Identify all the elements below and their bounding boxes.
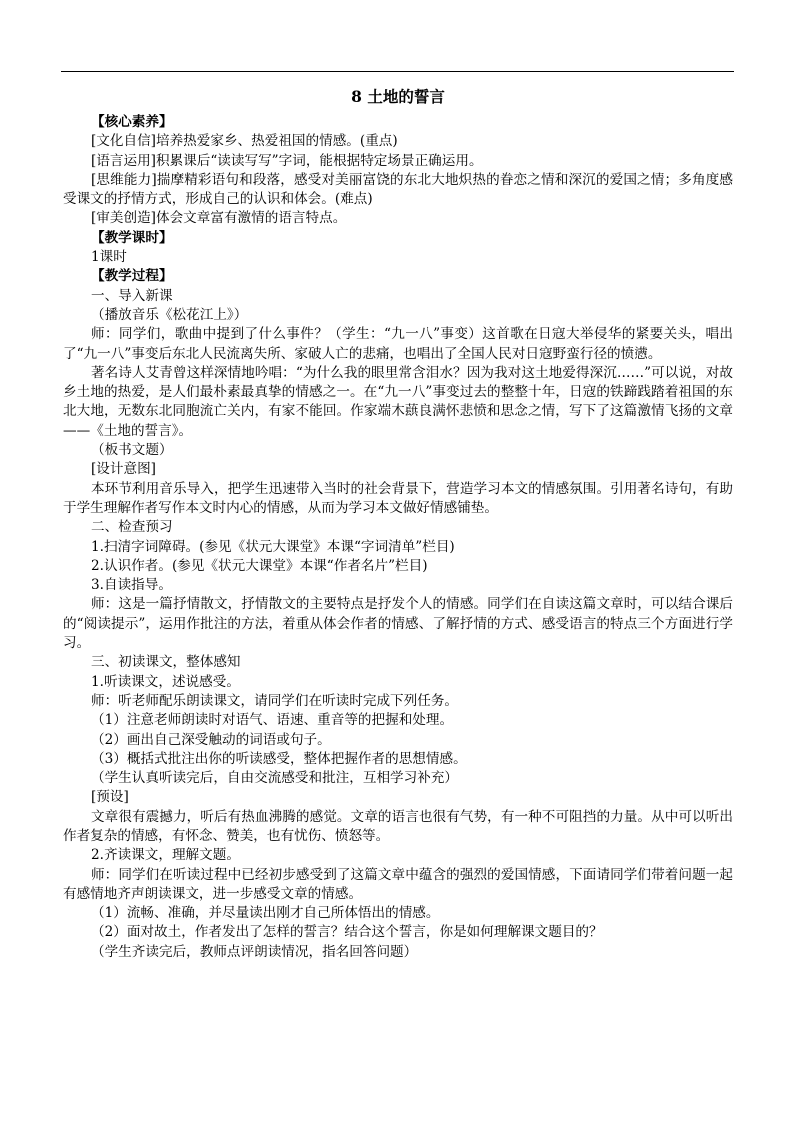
document-body bbox=[63, 113, 733, 962]
header-rule bbox=[61, 71, 734, 72]
paragraph: [设计意图] bbox=[91, 461, 156, 478]
section-heading: 【教学过程】 bbox=[91, 268, 173, 285]
paragraph: （2）画出自己深受触动的词语或句子。 bbox=[91, 731, 331, 748]
document-page bbox=[63, 86, 733, 962]
paragraph: 三、初读课文，整体感知 bbox=[91, 654, 241, 671]
paragraph: （学生认真听读完后，自由交流感受和批注，互相学习补充） bbox=[91, 770, 459, 787]
paragraph: （1）注意老师朗读时对语气、语速、重音等的把握和处理。 bbox=[91, 712, 454, 729]
paragraph: 2.齐读课文，理解文题。 bbox=[91, 847, 240, 864]
paragraph: [文化自信]培养热爱家乡、热爱祖国的情感。(重点) bbox=[91, 133, 398, 150]
paragraph: 1课时 bbox=[91, 249, 127, 266]
paragraph: 师：听老师配乐朗读课文，请同学们在听读时完成下列任务。 bbox=[91, 692, 459, 709]
paragraph: 1.听读课文，述说感受。 bbox=[91, 673, 240, 690]
paragraph: （播放音乐《松花江上》） bbox=[91, 306, 248, 323]
paragraph: 2.认识作者。(参见《状元大课堂》本课“作者名片”栏目) bbox=[91, 557, 428, 574]
paragraph: 3.自读指导。 bbox=[91, 577, 172, 594]
paragraph: 本环节利用音乐导入，把学生迅速带入当时的社会背景下，营造学习本文的情感氛围。引用著名诗句，有助于学生理解作者写作本文时内心的情感，从而为学习本文做好情感铺垫。 bbox=[63, 480, 733, 516]
paragraph: [预设] bbox=[91, 789, 129, 806]
paragraph: （1）流畅、准确，并尽量读出刚才自己所体悟出的情感。 bbox=[91, 905, 440, 922]
paragraph: 师：同学们，歌曲中提到了什么事件？（学生：“九一八”事变）这首歌在日寇大举侵华的紧要关头，唱出了“九一八”事变后东北人民流离失所、家破人亡的悲痛，也唱出了全国人民对日寇野蛮行径的愤懑。 bbox=[63, 326, 733, 362]
paragraph: （2）面对故土，作者发出了怎样的誓言？结合这个誓言，你是如何理解课文题目的？ bbox=[91, 924, 603, 941]
paragraph: （学生齐读完后，教师点评朗读情况，指名回答问题） bbox=[91, 943, 418, 960]
paragraph: （3）概括式批注出你的听读感受，整体把握作者的思想情感。 bbox=[91, 750, 467, 767]
paragraph: [语言运用]积累课后“读读写写”字词，能根据特定场景正确运用。 bbox=[91, 152, 483, 169]
section-heading: 【核心素养】 bbox=[91, 114, 173, 130]
paragraph: 一、导入新课 bbox=[91, 287, 173, 304]
paragraph: [思维能力]揣摩精彩语句和段落，感受对美丽富饶的东北大地炽热的眷恋之情和深沉的爱国之情；多角度感受课文的抒情方式，形成自己的认识和体会。(难点) bbox=[63, 171, 733, 208]
paragraph: （板书文题） bbox=[91, 442, 173, 459]
paragraph: 师：这是一篇抒情散文，抒情散文的主要特点是抒发个人的情感。同学们在自读这篇文章时，可以结合课后的“阅读提示”，运用作批注的方法，着重从体会作者的情感、了解抒情的方式、感受语言的特点三个方面进行学习。 bbox=[63, 596, 733, 652]
section-heading: 【教学课时】 bbox=[91, 229, 173, 246]
paragraph: 二、检查预习 bbox=[91, 519, 173, 536]
paragraph: 1.扫清字词障碍。(参见《状元大课堂》本课“字词清单”栏目) bbox=[91, 538, 455, 555]
paragraph: [审美创造]体会文章富有激情的语言特点。 bbox=[91, 210, 347, 227]
paragraph: 师：同学们在听读过程中已经初步感受到了这篇文章中蕴含的强烈的爱国情感，下面请同学们带着问题一起有感情地齐声朗读课文，进一步感受文章的情感。 bbox=[63, 866, 733, 902]
document-title: 8 土地的誓言 bbox=[351, 87, 445, 106]
paragraph: 著名诗人艾青曾这样深情地吟唱：“为什么我的眼里常含泪水？因为我对这土地爱得深沉……”可以说，对故乡土地的热爱，是人们最朴素最真挚的情感之一。在“九一八”事变过去的整整十年，日寇的铁蹄践踏着祖国的东北大地，无数东北同胞流亡关内，有家不能回。作家端木蕻良满怀悲愤和思念之情，写下了这篇激情飞扬的文章——《土地的誓言》。 bbox=[63, 364, 733, 439]
paragraph: 文章很有震撼力，听后有热血沸腾的感觉。文章的语言也很有气势，有一种不可阻挡的力量。从中可以听出作者复杂的情感，有怀念、赞美，也有忧伤、愤怒等。 bbox=[63, 808, 733, 844]
